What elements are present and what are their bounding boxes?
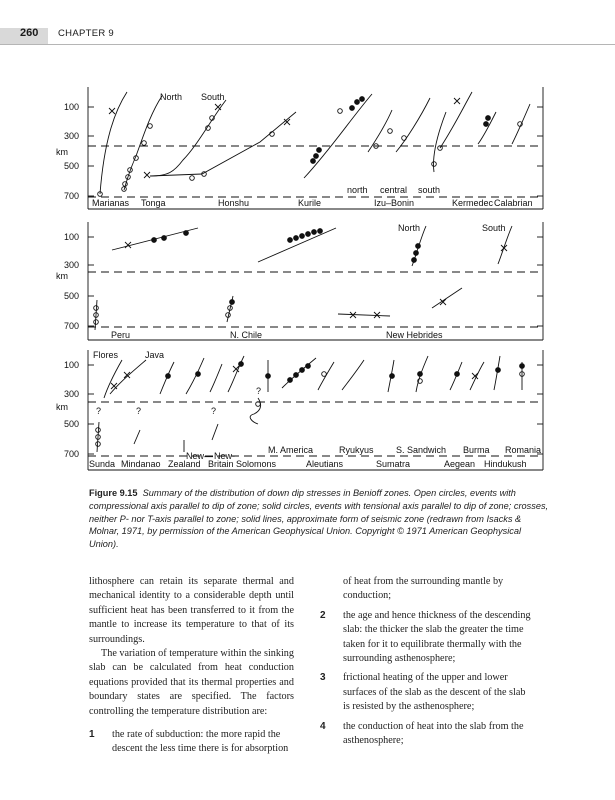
solid-circle [166, 374, 171, 379]
zone-deep-flat [338, 314, 390, 316]
open-circle [338, 109, 343, 114]
solid-circle [306, 232, 311, 237]
zone-aleutians [318, 362, 334, 390]
solid-circle [350, 106, 355, 111]
zone-mindanao [186, 358, 204, 394]
panel3-open-circles [96, 372, 525, 447]
label-central-izu: central [380, 185, 408, 195]
open-circle [388, 129, 393, 134]
list-line: of heat from the surrounding mantle by [343, 576, 504, 587]
list-number: 3 [320, 672, 326, 684]
region-sunda: Sunda [89, 459, 116, 469]
list-line: surfaces of the slab as the descent of the slab [343, 686, 526, 698]
list-item-1 [89, 728, 294, 757]
region-marianas: Marianas [92, 198, 130, 208]
paragraph-2: The variation of temperature within the sinking slab can be calculated from heat conduction equations provided that its thermal properties and boundary states are specified. The factors controlling the temperature distribution are: [89, 648, 294, 717]
region-tonga: Tonga [141, 198, 166, 208]
list-item-1-continued [320, 575, 548, 604]
zone-izu-central [396, 98, 430, 152]
region-kermedec: Kermedec [452, 198, 494, 208]
chapter-title: CHAPTER 9 [58, 28, 115, 39]
region-zealand: Zealand [168, 459, 201, 469]
list-line: is resisted by the asthenosphere; [343, 701, 475, 713]
label-south: South [482, 223, 506, 233]
zone-deep-segment [432, 288, 462, 308]
label-new-zealand-top: New— [186, 451, 214, 461]
list-item-3 [320, 671, 548, 714]
solid-circle [355, 100, 360, 105]
panel2-solid-circles [152, 229, 421, 305]
open-circle [190, 176, 195, 181]
panel3-zone-lines [97, 356, 522, 452]
open-circle [142, 141, 147, 146]
list-line: frictional heating of the upper and lower [343, 672, 508, 684]
zone-marianas [100, 92, 127, 194]
zone-britain-deep [212, 424, 218, 440]
region-britain: Britain [208, 459, 234, 469]
region-hindukush: Hindukush [484, 459, 527, 469]
panel1-zone-lines [100, 92, 530, 194]
label-south-izu: south [418, 185, 441, 195]
label-new-britain-top: New- [214, 451, 236, 461]
region-burma: Burma [463, 445, 490, 455]
region-peru: Peru [111, 330, 131, 340]
region-honshu: Honshu [218, 198, 250, 208]
zone-n-chile [258, 228, 336, 262]
solid-circle [288, 238, 293, 243]
cross [109, 108, 115, 114]
region-aleutians: Aleutians [306, 459, 344, 469]
list-number: 1 [89, 729, 95, 741]
solid-circle [455, 372, 460, 377]
list-line: taken for it to equilibrate thermally with the [343, 638, 522, 650]
solid-circle [294, 373, 299, 378]
list-line: descent the less time there is for absorption [112, 743, 289, 755]
depth-tick-500: 500 [64, 419, 80, 429]
open-circle [432, 162, 437, 167]
figure-caption [89, 487, 551, 551]
list-line: the conduction of heat into the slab from the [343, 720, 524, 732]
region-mindanao: Mindanao [121, 459, 161, 469]
depth-tick-700: 700 [64, 321, 80, 331]
region-s-sandwich: S. Sandwich [396, 445, 447, 455]
solid-circle [414, 251, 419, 256]
panel2-ticks [88, 237, 543, 326]
panel1-ticks [88, 107, 543, 196]
solid-circle [314, 154, 319, 159]
panel3-solid-circles [166, 362, 525, 383]
solid-circle [300, 368, 305, 373]
label-java: Java [145, 350, 165, 360]
region-m-america: M. America [268, 445, 314, 455]
list-line: the age and hence thickness of the descending [343, 609, 531, 621]
zone-mindanao-deep [134, 430, 140, 444]
zone-m-america [282, 358, 316, 388]
question-mark: ? [96, 406, 102, 416]
region-new-hebrides: New Hebrides [386, 330, 443, 340]
zone-ryukyus [342, 360, 364, 390]
panel3-ticks [88, 365, 543, 454]
depth-tick-100: 100 [64, 232, 80, 242]
depth-tick-100: 100 [64, 102, 80, 112]
solid-circle [390, 374, 395, 379]
panel1-open-circles [98, 109, 523, 197]
region-n-chile: N. Chile [230, 330, 263, 340]
label-north-izu: north [347, 185, 368, 195]
label-flores: Flores [93, 350, 119, 360]
list-number: 2 [320, 609, 326, 621]
depth-tick-500: 500 [64, 161, 80, 171]
solid-circle [520, 364, 525, 369]
solid-circle [184, 231, 189, 236]
solid-circle [230, 300, 235, 305]
region-sumatra: Sumatra [376, 459, 411, 469]
zone-sunda-deep [97, 422, 99, 452]
solid-circle [239, 362, 244, 367]
solid-circle [360, 97, 365, 102]
panel2-open-circles [94, 306, 233, 325]
depth-tick-100: 100 [64, 360, 80, 370]
solid-circle [196, 372, 201, 377]
solid-circle [418, 372, 423, 377]
solid-circle [306, 364, 311, 369]
zone-peru-deep [95, 300, 97, 330]
depth-tick-500: 500 [64, 291, 80, 301]
solid-circle [412, 258, 417, 263]
question-mark: ? [136, 406, 142, 416]
region-solomons: Solomons [236, 459, 277, 469]
zone-honshu [150, 112, 296, 176]
region-izu-bonin: Izu–Bonin [374, 198, 415, 208]
list-line: conduction; [343, 590, 392, 602]
depth-tick-700: 700 [64, 191, 80, 201]
panel-3 [56, 350, 543, 470]
solid-circle [317, 148, 322, 153]
region-romania: Romania [505, 445, 542, 455]
depth-tick-300: 300 [64, 260, 80, 270]
list-item-2 [320, 609, 548, 667]
solid-circle [484, 122, 489, 127]
zone-hindukush [494, 356, 500, 390]
cross [454, 98, 460, 104]
open-circle [322, 372, 327, 377]
solid-circle [152, 238, 157, 243]
cross [111, 383, 117, 389]
label-north: North [398, 223, 421, 233]
cross [144, 172, 150, 178]
figure-caption-text: Summary of the distribution of down dip stresses in Benioff zones. Open circles, events with compressional axis parallel to dip of zone; solid circles, events with tensional axis parallel to dip of zone; crosses, neither P- nor T-axis parallel to zone; solid lines, approximate form of seismic zone (redrawn from Isacks & Molnar, 1971, by permission of the American Geophysical Union. Copyright © 1971 American Geophysical Union). [89, 488, 549, 550]
depth-unit: km [56, 402, 68, 412]
zone-kurile [304, 94, 372, 178]
depth-tick-300: 300 [64, 389, 80, 399]
panel2-crosses [125, 242, 507, 318]
depth-tick-700: 700 [64, 449, 80, 459]
list-line: slab: the thicker the slab the greater the time [343, 624, 524, 636]
solid-circle [312, 230, 317, 235]
depth-unit: km [56, 147, 68, 157]
page-number: 260 [20, 27, 39, 39]
depth-tick-300: 300 [64, 131, 80, 141]
paragraph-1: lithosphere can retain its separate thermal and mechanical identity to a considerable depth until sufficient heat has been transferred to it from the mantle to increase its temperature to that of its surroundings. [89, 576, 294, 645]
list-line: surrounding asthenosphere; [343, 653, 456, 665]
zone-java [110, 360, 146, 394]
label-north: North [160, 92, 183, 102]
region-ryukyus: Ryukyus [339, 445, 374, 455]
list-item-4 [320, 720, 548, 749]
solid-circle [496, 368, 501, 373]
figure-label: Figure 9.15 [89, 488, 138, 498]
question-mark: ? [256, 386, 262, 396]
region-calabrian: Calabrian [494, 198, 533, 208]
solid-circle [318, 229, 323, 234]
cross [215, 104, 221, 110]
panel-1 [56, 87, 543, 209]
solid-circle [162, 236, 167, 241]
label-south: South [201, 92, 225, 102]
solid-circle [486, 116, 491, 121]
zone-tonga-south [150, 100, 226, 176]
panel-2 [56, 222, 543, 340]
region-kurile: Kurile [298, 198, 322, 208]
list-number: 4 [320, 720, 326, 732]
zone-zealand [210, 364, 222, 392]
region-aegean: Aegean [444, 459, 476, 469]
body-left-column [89, 575, 294, 757]
zone-aegean [470, 362, 484, 390]
solid-circle [266, 374, 271, 379]
open-circle [148, 124, 153, 129]
zone-flores [104, 360, 122, 398]
solid-circle [300, 234, 305, 239]
list-line: the rate of subduction: the more rapid the [112, 729, 281, 741]
solid-circle [416, 244, 421, 249]
open-circle [402, 136, 407, 141]
panel2-zone-lines [95, 226, 512, 330]
question-mark: ? [211, 406, 217, 416]
zone-calabrian [512, 104, 530, 144]
depth-unit: km [56, 271, 68, 281]
panel1-crosses [109, 98, 460, 178]
list-line: asthenosphere; [343, 735, 404, 747]
solid-circle [294, 236, 299, 241]
solid-circle [311, 159, 316, 164]
panel1-solid-circles [311, 97, 491, 164]
solid-circle [288, 378, 293, 383]
body-right-column [320, 575, 548, 748]
